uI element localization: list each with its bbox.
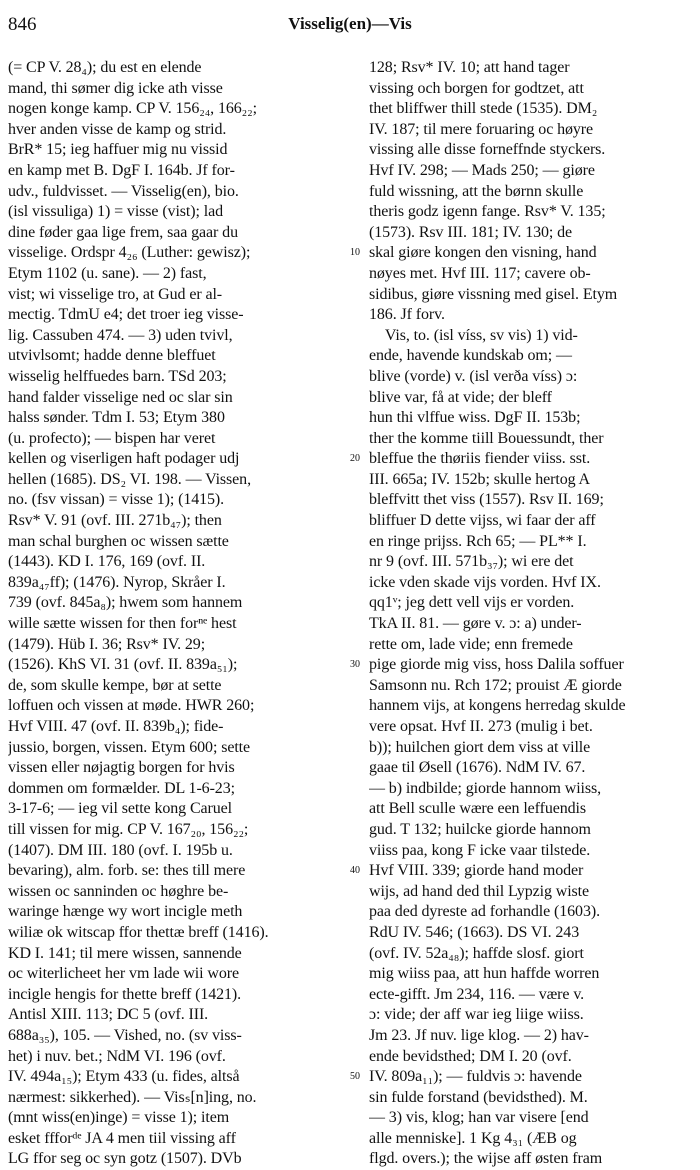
text-line: 186. Jf forv. [369, 306, 445, 324]
line-number: 10 [350, 247, 360, 259]
text-line: (u. profecto); — bispen har veret [8, 429, 216, 447]
text-line: blive var, få at vide; der bleff [369, 388, 552, 406]
text-line: en ringe prijss. Rch 65; — PL** I. [369, 532, 587, 550]
text-line: 3-17-6; — ieg vil sette kong Caruel [8, 800, 233, 818]
text-line: ecte-gifft. Jm 234, 116. — være v. [369, 985, 585, 1003]
text-line: hellen (1685). DS₂ VI. 198. — Vissen, [8, 470, 251, 488]
text-line: hand falder visselige ned oc slar sin [8, 388, 233, 406]
text-line: mand, thi sømer dig icke ath visse [8, 79, 223, 97]
text-line: gaae til Øsell (1676). NdM IV. 67. [369, 759, 586, 777]
text-line: dine føder gaa lige frem, saa gaar du [8, 223, 238, 241]
text-line: nr 9 (ovf. III. 571b₃₇); wi ere det [369, 553, 574, 571]
text-line: Samsonn nu. Rch 172; prouist Æ giorde [369, 676, 622, 694]
text-line: pige giorde mig viss, hoss Dalila soffuer [369, 656, 624, 674]
text-line: bliffuer D dette vijss, wi faar der aff [369, 512, 596, 530]
line-number: 40 [350, 865, 360, 877]
text-line: skal giøre kongen den visning, hand [369, 244, 597, 262]
text-line: 739 (ovf. 845a₈); hwem som hannem [8, 594, 243, 612]
text-line: TkA II. 81. — gøre v. ɔ: a) under- [369, 615, 582, 633]
text-line: alle menniske]. 1 Kg 4₃₁ (ÆB og [369, 1129, 577, 1147]
text-line: BrR* 15; ieg haffuer mig nu vissid [8, 141, 228, 159]
text-line: wille sætte wissen for then forⁿᵉ hest [8, 615, 237, 633]
text-line: (1407). DM III. 180 (ovf. I. 195b u. [8, 841, 233, 859]
text-line: 128; Rsv* IV. 10; att hand tager [369, 59, 570, 76]
text-line: b)); huilchen giort dem viss at ville [369, 738, 591, 756]
text-line: IV. 809a₁₁); — fuldvis ɔ: havende [369, 1068, 582, 1086]
text-line: Hvf IV. 298; — Mads 250; — giøre [369, 161, 595, 179]
text-line: vissen eller nøjagtig borgen for hvis [8, 759, 235, 777]
text-line: (1526). KhS VI. 31 (ovf. II. 839a₅₁); [8, 656, 238, 674]
text-line: (isl vissuliga) 1) = visse (vist); lad [8, 203, 223, 221]
text-line: fuld wissning, att the børnn skulle [369, 182, 584, 200]
text-line: — 3) vis, klog; han var visere [end [369, 1109, 589, 1127]
text-line: het) i nuv. bet.; NdM VI. 196 (ovf. [8, 1047, 226, 1065]
text-line: esket ffforᵈᵉ JA 4 men tiil vissing aff [8, 1129, 236, 1147]
text-line: utvivlsomt; hadde denne bleffuet [8, 347, 216, 365]
text-line: Hvf VIII. 47 (ovf. II. 839b₄); fide- [8, 718, 224, 735]
text-line: — b) indbilde; giorde hannom wiiss, [369, 779, 602, 797]
line-number: 50 [350, 1071, 360, 1083]
text-line: nøyes met. Hvf III. 117; cavere ob- [369, 264, 591, 282]
text-line: nærmest: sikkerhed). — Visₛ[n]ing, no. [8, 1088, 257, 1106]
text-line: sidibus, giøre vissning med gisel. Etym [369, 285, 618, 303]
text-line: jussio, borgen, vissen. Etym 600; sette [8, 738, 251, 756]
text-line: 839a₄₇ff); (1476). Nyrop, Skråer I. [8, 573, 226, 591]
text-line: halss sønder. Tdm I. 53; Etym 380 [8, 409, 225, 427]
left-column [8, 58, 341, 1170]
text-line: ende, havende kundskab om; — [369, 347, 572, 365]
text-line: sin fulde forstand (bevidsthed). M. [369, 1088, 588, 1106]
text-line: 688a₃₅), 105. — Vished, no. (sv viss- [8, 1026, 242, 1044]
text-line: vissing alle disse forneffnde styckers. [369, 141, 606, 159]
text-line: vissing och borgen for godtzet, att [369, 79, 584, 97]
text-line: ther the komme tiill Bouessundt, ther [369, 429, 604, 447]
text-line: (ovf. IV. 52a₄₈); haffde slosf. giort [369, 944, 584, 962]
text-line: icke vden skade vijs vorden. Hvf IX. [369, 573, 601, 591]
text-line: hannem vijs, at kongens herredag skulde [369, 697, 626, 715]
text-line: dommen om formælder. DL 1-6-23; [8, 779, 235, 797]
text-line: (mnt wiss(en)inge) = visse 1); item [8, 1109, 230, 1127]
text-line: incigle hengis for thette breff (1421). [8, 985, 242, 1003]
text-line: no. (fsv vissan) = visse 1); (1415). [8, 491, 225, 509]
text-line: wisselig helffuedes barn. TSd 203; [8, 367, 227, 385]
text-line: Antisl XIII. 113; DC 5 (ovf. III. [8, 1006, 209, 1024]
text-line: LG ffor seg oc syn gotz (1507). DVb [8, 1150, 242, 1168]
text-line: RdU IV. 546; (1663). DS VI. 243 [369, 923, 580, 941]
text-line: Jm 23. Jf nuv. lige klog. — 2) hav- [369, 1026, 589, 1044]
text-line: kellen og viserligen haft podager udj [8, 450, 240, 468]
text-line: wiliæ ok witscap ffor thettæ breff (1416). [8, 923, 269, 941]
text-line: blive (vorde) v. (isl verða víss) ɔ: [369, 367, 578, 385]
text-line: (= CP V. 28₄); du est en elende [8, 59, 202, 76]
text-line: ende bevidsthed; DM I. 20 (ovf. [369, 1047, 572, 1065]
text-line: Rsv* V. 91 (ovf. III. 271b₄₇); then [8, 512, 222, 530]
text-line: nogen konge kamp. CP V. 156₂₄, 166₂₂; [8, 100, 257, 118]
text-line: mig wiiss paa, att hun haffde worren [369, 965, 600, 983]
text-line: viiss paa, kong F icke vaar tilstede. [369, 841, 591, 859]
page-header [8, 14, 692, 44]
text-line: paa ded dyreste ad forhandle (1603). [369, 903, 600, 921]
text-line: rette om, lade vide; enn fremede [369, 635, 573, 653]
page-number: 846 [8, 14, 37, 35]
text-line: oc witerlicheet her vm lade wii wore [8, 965, 239, 983]
text-line: waringe hænge wy wort incigle meth [8, 903, 243, 921]
line-number: 20 [350, 453, 360, 465]
text-line: bleffvitt thet viss (1557). Rsv II. 169; [369, 491, 604, 509]
text-line: qq1ᵛ; jeg dett vell vijs er vorden. [369, 594, 575, 612]
running-head: Visselig(en)—Vis [288, 14, 412, 33]
text-line: Hvf VIII. 339; giorde hand moder [369, 862, 584, 880]
text-line: hver anden visse de kamp og strid. [8, 120, 227, 138]
text-line: flgd. overs.); the wijse aff østen fram [369, 1150, 603, 1168]
text-line: de, som skulle kempe, bør at sette [8, 676, 222, 694]
text-line: (1443). KD I. 176, 169 (ovf. II. [8, 553, 206, 571]
text-line: bleffue the thøriis fiender viiss. sst. [369, 450, 591, 468]
text-line: mectig. TdmU e4; det troer ieg visse- [8, 306, 244, 324]
text-line: wijs, ad hand ded thil Lypzig wiste [369, 882, 590, 900]
text-line: Etym 1102 (u. sane). — 2) fast, [8, 264, 207, 282]
text-line: vere opsat. Hvf II. 273 (mulig i bet. [369, 718, 593, 735]
text-line: bevaring), alm. forb. se: thes till mere [8, 862, 246, 880]
text-line: man schal burghen oc wissen sætte [8, 532, 229, 550]
text-line: wissen oc sanninden oc høghre be- [8, 882, 229, 900]
text-line: udv., fuldvisset. — Visselig(en), bio. [8, 182, 239, 200]
text-line: thet bliffwer thill stede (1535). DM₂ [369, 100, 598, 118]
text-line: Vis, to. (isl víss, sv vis) 1) vid- [369, 326, 578, 344]
text-line: KD I. 141; til mere wissen, sannende [8, 944, 242, 962]
text-line: (1479). Hüb I. 36; Rsv* IV. 29; [8, 635, 206, 653]
text-line: gud. T 132; huilcke giorde hannom [369, 820, 591, 838]
text-line: ɔ: vide; der aff war ieg liige wiiss. [369, 1006, 584, 1024]
text-line: hun thi vlffue wiss. DgF II. 153b; [369, 409, 581, 427]
right-column [369, 58, 687, 1170]
text-line: en kamp met B. DgF I. 164b. Jf for- [8, 161, 235, 179]
text-line: IV. 187; til mere foruaring oc høyre [369, 120, 594, 138]
line-number: 30 [350, 659, 360, 671]
text-line: theris godz igenn fange. Rsv* V. 135; [369, 203, 606, 221]
text-line: IV. 494a₁₅); Etym 433 (u. fides, altså [8, 1068, 240, 1086]
text-line: till vissen for mig. CP V. 167₂₀, 156₂₂; [8, 820, 249, 838]
text-line: loffuen och vissen at møde. HWR 260; [8, 697, 255, 715]
text-line: att Bell sculle wære een leffuendis [369, 800, 587, 818]
text-line: (1573). Rsv III. 181; IV. 130; de [369, 223, 573, 241]
text-line: III. 665a; IV. 152b; skulle hertog A [369, 470, 590, 488]
text-line: vist; wi visselige tro, at Gud er al- [8, 285, 223, 303]
text-line: lig. Cassuben 474. — 3) uden tvivl, [8, 326, 233, 344]
text-line: visselige. Ordspr 4₂₆ (Luther: gewisz); [8, 244, 251, 262]
